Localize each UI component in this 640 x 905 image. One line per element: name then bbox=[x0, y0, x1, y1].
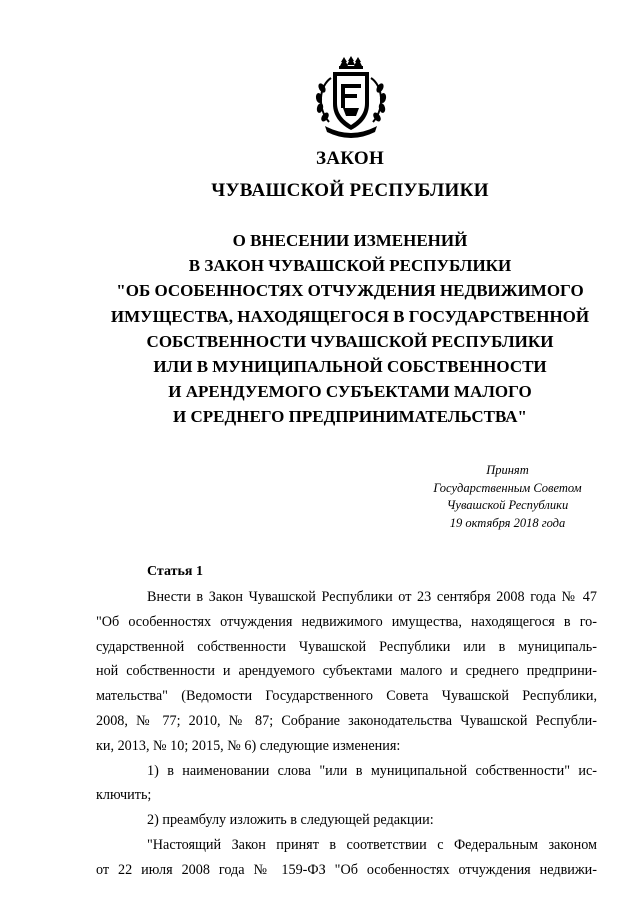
body-line: 1) в наименовании слова "или в муниципальной собственности" ис- bbox=[147, 762, 597, 779]
body-line: ной собственности и арендуемого субъектами малого и среднего предприни- bbox=[96, 663, 597, 680]
law-subject bbox=[0, 228, 640, 430]
law-title-republic: ЧУВАШСКОЙ РЕСПУБЛИКИ bbox=[211, 180, 489, 201]
law-title: ЗАКОН bbox=[315, 148, 385, 169]
adoption-line: Чувашской Республики bbox=[446, 498, 569, 512]
adoption-note bbox=[420, 462, 595, 532]
body-line: 2) преамбулу изложить в следующей редакции: bbox=[147, 812, 434, 829]
body-line: мательства" (Ведомости Государственного Совета Чувашской Республики, bbox=[96, 688, 597, 705]
body-line: Внести в Закон Чувашской Республики от 23 сентября 2008 года № 47 bbox=[147, 589, 597, 605]
adoption-line: Государственным Советом bbox=[433, 480, 582, 495]
article-heading: Статья 1 bbox=[147, 564, 203, 579]
body-line: "Настоящий Закон принят в соответствии с Федеральным законом bbox=[147, 836, 597, 853]
adoption-date: 19 октября 2018 года bbox=[449, 515, 566, 530]
subject-line: В ЗАКОН ЧУВАШСКОЙ РЕСПУБЛИКИ bbox=[188, 256, 512, 276]
subject-line: ИЛИ В МУНИЦИПАЛЬНОЙ СОБСТВЕННОСТИ bbox=[153, 357, 547, 377]
body-line: ки, 2013, № 10; 2015, № 6) следующие изменения: bbox=[96, 737, 401, 754]
subject-line: ИМУЩЕСТВА, НАХОДЯЩЕГОСЯ В ГОСУДАРСТВЕННОЙ bbox=[110, 306, 590, 326]
body-line: 2008, № 77; 2010, № 87; Собрание законодательства Чувашской Республи- bbox=[96, 712, 597, 729]
subject-line: О ВНЕСЕНИИ ИЗМЕНЕНИЙ bbox=[232, 231, 468, 250]
coat-of-arms-icon bbox=[311, 56, 391, 140]
body-line: ключить; bbox=[96, 787, 152, 804]
article-body bbox=[96, 585, 597, 883]
body-line: "Об особенностях отчуждения недвижимого имущества, находящегося в го- bbox=[96, 613, 597, 630]
body-line: от 22 июля 2008 года № 159-ФЗ "Об особенностях отчуждения недвижи- bbox=[96, 861, 597, 878]
subject-line: СОБСТВЕННОСТИ ЧУВАШСКОЙ РЕСПУБЛИКИ bbox=[146, 331, 554, 351]
subject-line: И АРЕНДУЕМОГО СУБЪЕКТАМИ МАЛОГО bbox=[168, 382, 532, 402]
body-line: сударственной собственности Чувашской Республики или в муниципаль- bbox=[96, 638, 597, 655]
subject-line: "ОБ ОСОБЕННОСТЯХ ОТЧУЖДЕНИЯ НЕДВИЖИМОГО bbox=[116, 281, 584, 301]
subject-line: И СРЕДНЕГО ПРЕДПРИНИМАТЕЛЬСТВА" bbox=[173, 407, 527, 427]
adoption-line: Принят bbox=[486, 463, 529, 477]
